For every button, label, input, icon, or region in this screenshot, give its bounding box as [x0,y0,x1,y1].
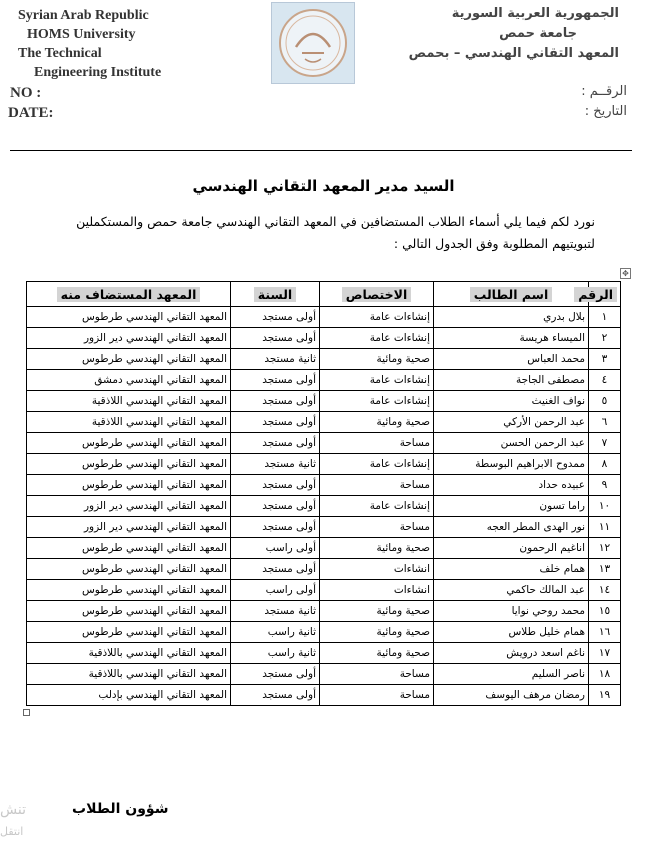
cell-specialty: إنشاءات عامة [320,496,434,517]
meta-arabic [581,82,627,122]
cell-student-name: همام خليل طلاس [434,622,589,643]
table-row [27,370,621,391]
cell-number: ١٢ [589,538,621,559]
students-table [26,281,621,706]
cell-number: ٥ [589,391,621,412]
header-en-line: HOMS University [27,27,136,42]
cell-year: ثانية راسب [231,643,320,664]
cell-number: ٨ [589,454,621,475]
cell-institute: المعهد التقاني الهندسي طرطوس [27,475,231,496]
cell-number: ٣ [589,349,621,370]
cell-student-name: محمد روحي نوايا [434,601,589,622]
cell-student-name: اناغيم الرحمون [434,538,589,559]
cell-number: ١٨ [589,664,621,685]
col-header-number: الرقم [589,282,621,307]
cell-institute: المعهد التقاني الهندسي طرطوس [27,580,231,601]
cell-year: ثانية راسب [231,622,320,643]
cell-year: أولى مستجد [231,517,320,538]
cell-institute: المعهد التقاني الهندسي طرطوس [27,601,231,622]
table-row [27,622,621,643]
col-header-specialty: الاختصاص [320,282,434,307]
cell-number: ٢ [589,328,621,349]
cell-specialty: إنشاءات عامة [320,307,434,328]
table-row [27,664,621,685]
cell-number: ١٤ [589,580,621,601]
cell-student-name: همام خلف [434,559,589,580]
cell-institute: المعهد التقاني الهندسي طرطوس [27,349,231,370]
table-row [27,496,621,517]
cell-institute: المعهد التقاني الهندسي طرطوس [27,454,231,475]
cell-institute: المعهد التقاني الهندسي بإدلب [27,685,231,706]
cell-student-name: نواف الغنيث [434,391,589,412]
cell-number: ١٠ [589,496,621,517]
intro-paragraph: نورد لكم فيما يلي أسماء الطلاب المستضافين في المعهد التقاني الهندسي جامعة حمص والمستكملين لتبويتيهم المطلوبة وفق الجدول التالي : [76,214,595,251]
cell-year: أولى مستجد [231,370,320,391]
table-row [27,517,621,538]
meta-english [10,83,54,123]
cell-specialty: مساحة [320,685,434,706]
table-resize-handle[interactable] [23,709,30,716]
header-en-line: Engineering Institute [34,65,162,80]
cell-student-name: عبد الرحمن الحسن [434,433,589,454]
salutation: السيد مدير المعهد التقاني الهندسي [192,177,455,195]
cell-specialty: انشاءات [320,559,434,580]
table-row [27,538,621,559]
table-move-handle-icon[interactable]: ✥ [620,268,631,279]
cell-specialty: صحية ومائية [320,601,434,622]
cell-year: أولى مستجد [231,496,320,517]
cell-year: أولى مستجد [231,433,320,454]
cell-specialty: صحية ومائية [320,622,434,643]
table-row [27,580,621,601]
cell-year: ثانية مستجد [231,454,320,475]
cell-student-name: بلال بدري [434,307,589,328]
table-row [27,685,621,706]
header-divider [10,150,632,151]
cell-year: أولى مستجد [231,559,320,580]
homs-university-logo-icon [271,2,355,84]
cell-student-name: رمضان مرهف اليوسف [434,685,589,706]
cell-institute: المعهد التقاني الهندسي دير الزور [27,328,231,349]
cell-student-name: محمد العباس [434,349,589,370]
cell-number: ١٥ [589,601,621,622]
cell-institute: المعهد التقاني الهندسي طرطوس [27,559,231,580]
table-row [27,559,621,580]
student-affairs-signature: شؤون الطلاب [72,801,169,817]
cell-institute: المعهد التقاني الهندسي اللاذقية [27,391,231,412]
table-row [27,349,621,370]
cell-institute: المعهد التقاني الهندسي دمشق [27,370,231,391]
cell-specialty: مساحة [320,433,434,454]
cell-institute: المعهد التقاني الهندسي طرطوس [27,622,231,643]
cell-student-name: مصطفى الجاجة [434,370,589,391]
ar-no-label: الرقــم : [581,84,627,99]
cell-number: ١٣ [589,559,621,580]
watermark-text: تنش انتقل [0,802,26,838]
cell-number: ٦ [589,412,621,433]
cell-specialty: مساحة [320,664,434,685]
cell-number: ١ [589,307,621,328]
cell-student-name: الميساء هريسة [434,328,589,349]
table-row [27,643,621,664]
ar-date-label: التاريخ : [584,104,627,119]
cell-specialty: إنشاءات عامة [320,454,434,475]
header-en-line: Syrian Arab Republic [18,8,149,23]
cell-institute: المعهد التقاني الهندسي طرطوس [27,433,231,454]
cell-number: ٤ [589,370,621,391]
col-header-institute: المعهد المستضاف منه [27,282,231,307]
cell-year: أولى مستجد [231,391,320,412]
cell-number: ٩ [589,475,621,496]
cell-specialty: إنشاءات عامة [320,370,434,391]
cell-year: أولى مستجد [231,685,320,706]
cell-specialty: صحية ومائية [320,643,434,664]
cell-number: ١٦ [589,622,621,643]
table-row [27,391,621,412]
col-header-name: اسم الطالب [434,282,589,307]
cell-specialty: إنشاءات عامة [320,391,434,412]
cell-institute: المعهد التقاني الهندسي طرطوس [27,307,231,328]
cell-student-name: نور الهدى المطر العجه [434,517,589,538]
cell-specialty: انشاءات [320,580,434,601]
cell-year: أولى مستجد [231,328,320,349]
table-row [27,475,621,496]
cell-student-name: ناصر السليم [434,664,589,685]
cell-number: ١٩ [589,685,621,706]
header-en-line: The Technical [18,46,102,61]
header-arabic [409,4,619,64]
table-header-row [27,282,621,307]
cell-institute: المعهد التقاني الهندسي طرطوس [27,538,231,559]
cell-student-name: عبيده حداد [434,475,589,496]
cell-specialty: إنشاءات عامة [320,328,434,349]
cell-institute: المعهد التقاني الهندسي اللاذقية [27,412,231,433]
cell-number: ٧ [589,433,621,454]
header-ar-line: الجمهورية العربية السورية [451,6,619,21]
table-row [27,601,621,622]
cell-number: ١١ [589,517,621,538]
cell-specialty: مساحة [320,475,434,496]
table-row [27,307,621,328]
table-row [27,433,621,454]
header-ar-line: جامعة حمص [499,26,577,41]
table-row [27,454,621,475]
cell-year: أولى مستجد [231,307,320,328]
cell-institute: المعهد التقاني الهندسي باللاذقية [27,643,231,664]
cell-year: أولى مستجد [231,664,320,685]
cell-year: ثانية مستجد [231,601,320,622]
cell-year: ثانية مستجد [231,349,320,370]
table-row [27,412,621,433]
header-english [18,6,161,82]
cell-year: أولى راسب [231,538,320,559]
col-header-year: السنة [231,282,320,307]
header-ar-line: المعهد التقاني الهندسي – بحمص [408,46,619,61]
cell-student-name: ممدوح الابراهيم البوسطة [434,454,589,475]
cell-year: أولى مستجد [231,412,320,433]
no-label: NO : [10,85,42,101]
date-label: DATE: [8,105,54,121]
cell-institute: المعهد التقاني الهندسي دير الزور [27,496,231,517]
cell-number: ١٧ [589,643,621,664]
table-row [27,328,621,349]
cell-year: أولى راسب [231,580,320,601]
cell-specialty: صحية ومائية [320,538,434,559]
cell-student-name: عبد المالك حاكمي [434,580,589,601]
cell-specialty: مساحة [320,517,434,538]
cell-institute: المعهد التقاني الهندسي دير الزور [27,517,231,538]
cell-specialty: صحية ومائية [320,412,434,433]
cell-specialty: صحية ومائية [320,349,434,370]
cell-student-name: راما تسون [434,496,589,517]
cell-institute: المعهد التقاني الهندسي باللاذقية [27,664,231,685]
cell-student-name: ناغم اسعد درويش [434,643,589,664]
cell-student-name: عبد الرحمن الأركي [434,412,589,433]
cell-year: أولى مستجد [231,475,320,496]
